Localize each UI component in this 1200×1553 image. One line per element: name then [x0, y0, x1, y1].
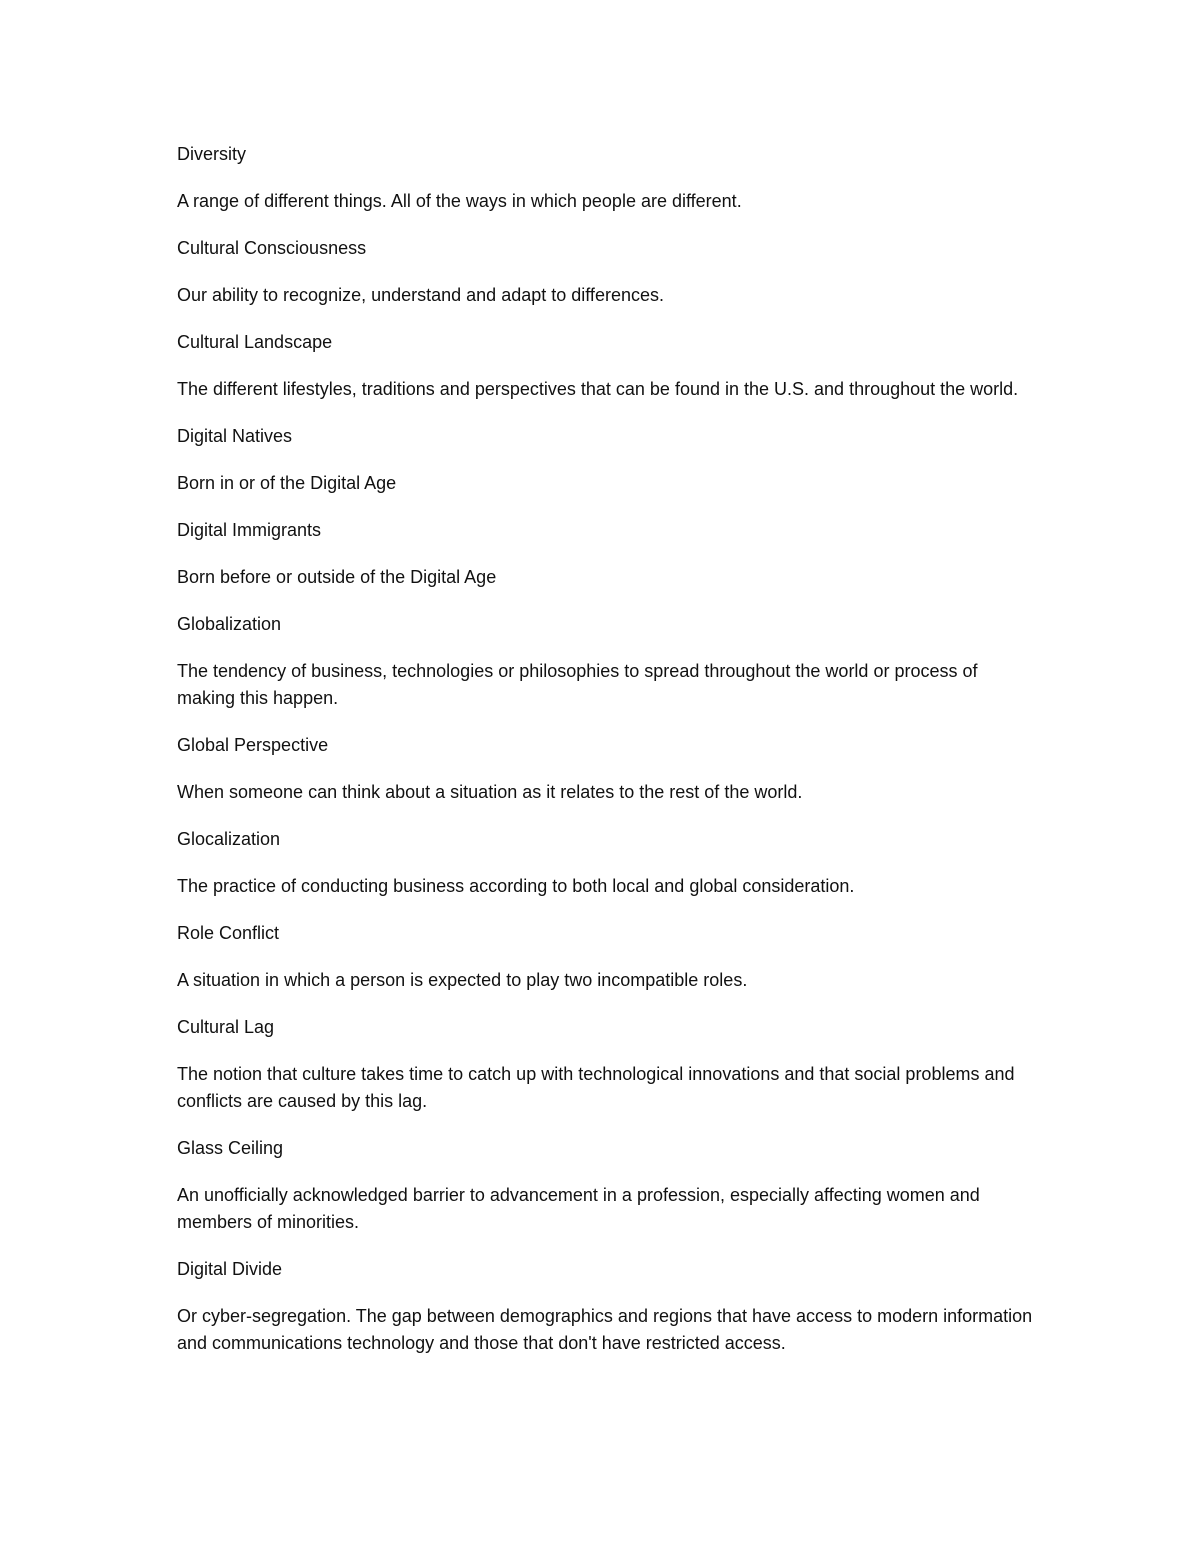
term: Digital Divide [177, 1259, 283, 1279]
definition: The different lifestyles, traditions and perspectives that can be found in the U.S. and throughout the world. [177, 379, 1019, 399]
term: Cultural Lag [177, 1017, 275, 1037]
glossary-entry-cultural-consciousness [177, 235, 1037, 309]
glossary-entry-cultural-landscape [177, 329, 1037, 403]
definition: The notion that culture takes time to catch up with technological innovations and that social problems and conflicts are caused by this lag. [177, 1064, 1015, 1111]
glossary-entry-role-conflict [177, 920, 1037, 994]
definition: Born in or of the Digital Age [177, 473, 397, 493]
glossary-entry-global-perspective [177, 732, 1037, 806]
term: Globalization [177, 614, 282, 634]
definition: The tendency of business, technologies or philosophies to spread throughout the world or process of making this happen. [177, 661, 978, 708]
term: Cultural Consciousness [177, 238, 367, 258]
glossary-entry-globalization [177, 611, 1037, 712]
definition: Born before or outside of the Digital Age [177, 567, 497, 587]
definition: A range of different things. All of the ways in which people are different. [177, 191, 742, 211]
definition: Our ability to recognize, understand and adapt to differences. [177, 285, 664, 305]
term: Cultural Landscape [177, 332, 333, 352]
definition: Or cyber-segregation. The gap between demographics and regions that have access to modern information and communications technology and those that don't have restricted access. [177, 1306, 1033, 1353]
term: Glass Ceiling [177, 1138, 284, 1158]
glossary-entry-digital-immigrants [177, 517, 1037, 591]
glossary-entry-digital-divide [177, 1256, 1037, 1357]
glossary-entry-digital-natives [177, 423, 1037, 497]
definition: The practice of conducting business according to both local and global consideration. [177, 876, 855, 896]
glossary-entry-glocalization [177, 826, 1037, 900]
definition: A situation in which a person is expected to play two incompatible roles. [177, 970, 748, 990]
definition: When someone can think about a situation as it relates to the rest of the world. [177, 782, 803, 802]
glossary-entry-cultural-lag [177, 1014, 1037, 1115]
term: Digital Immigrants [177, 520, 322, 540]
term: Diversity [177, 144, 247, 164]
term: Glocalization [177, 829, 281, 849]
term: Role Conflict [177, 923, 280, 943]
glossary-entry-diversity [177, 141, 1037, 215]
term: Global Perspective [177, 735, 329, 755]
glossary-entry-glass-ceiling [177, 1135, 1037, 1236]
term: Digital Natives [177, 426, 293, 446]
definition: An unofficially acknowledged barrier to advancement in a profession, especially affecting women and members of minorities. [177, 1185, 980, 1232]
glossary-list [177, 141, 1037, 1377]
